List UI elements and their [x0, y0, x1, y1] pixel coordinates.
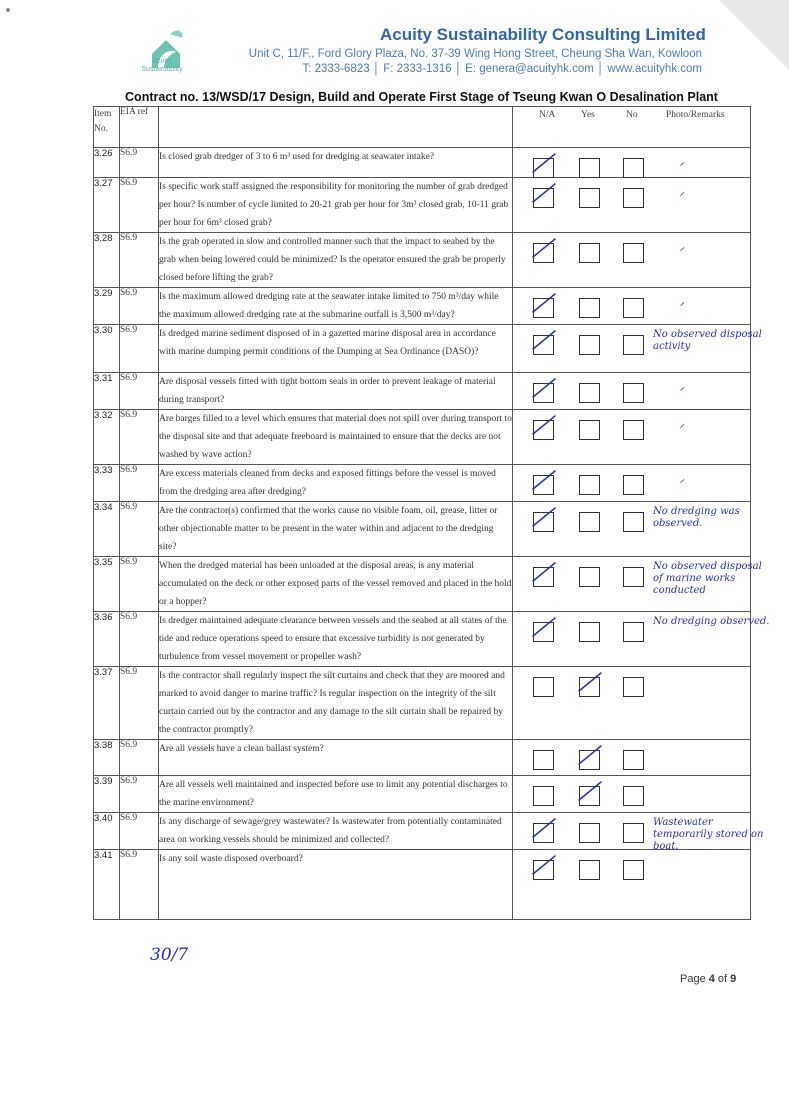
checkbox-yes[interactable] — [579, 823, 600, 843]
address-line: Unit C, 11/F., Ford Glory Plaza, No. 37-39 Wing Hong Street, Cheung Sha Wan, Kowloon — [248, 48, 702, 60]
item-number: 3.37 — [94, 667, 120, 740]
check-mark-icon — [531, 182, 561, 212]
checkbox-yes[interactable] — [579, 335, 600, 355]
item-number: 3.38 — [94, 740, 120, 776]
eia-ref: S6.9 — [120, 325, 159, 373]
checkbox-yes[interactable] — [579, 475, 600, 495]
question-text: Are barges filled to a level which ensures that material does not spill over during transport to the disposal site and that adequate freeboard is maintained to ensure that the decks are not washed by wave action? — [159, 410, 513, 465]
checkbox-yes[interactable] — [579, 158, 600, 178]
question-text: Are excess materials cleaned from decks and exposed fittings before the vessel is moved from the dredging area after dredging? — [159, 465, 513, 502]
checkbox-no[interactable] — [623, 786, 644, 806]
item-number: 3.41 — [94, 850, 120, 920]
table-row — [94, 373, 751, 410]
checkbox-no[interactable] — [623, 750, 644, 770]
checkbox-na[interactable] — [533, 622, 554, 642]
company-name: Acuity Sustainability Consulting Limited — [380, 25, 706, 44]
checkbox-no[interactable] — [623, 383, 644, 403]
page-total: 9 — [730, 973, 737, 985]
check-mark-icon — [531, 616, 561, 646]
check-mark-icon — [531, 561, 561, 591]
table-row — [94, 740, 751, 776]
checkbox-no[interactable] — [623, 188, 644, 208]
table-row — [94, 612, 751, 667]
handwritten-date: 30/7 — [150, 945, 189, 965]
eia-ref: S6.9 — [120, 502, 159, 557]
question-text: Are all vessels have a clean ballast system? — [159, 740, 513, 776]
checkbox-na[interactable] — [533, 420, 554, 440]
answer-cell — [513, 502, 751, 557]
item-number: 3.32 — [94, 410, 120, 465]
page-middle: of — [714, 973, 731, 985]
header-remarks: Photo/Remarks — [666, 110, 725, 120]
checkbox-na[interactable] — [533, 298, 554, 318]
check-mark-icon — [531, 329, 561, 359]
checkbox-yes[interactable] — [579, 567, 600, 587]
item-number: 3.28 — [94, 233, 120, 288]
checkbox-no[interactable] — [623, 158, 644, 178]
checkbox-no[interactable] — [623, 823, 644, 843]
checklist-body — [94, 148, 770, 920]
checkbox-yes[interactable] — [579, 383, 600, 403]
eia-ref: S6.9 — [120, 667, 159, 740]
checkbox-na[interactable] — [533, 567, 554, 587]
answer-cell — [513, 612, 770, 667]
header-no: No — [626, 110, 638, 120]
checkbox-yes[interactable] — [579, 188, 600, 208]
table-row — [94, 178, 751, 233]
check-mark-icon — [577, 744, 607, 774]
handwritten-remark: No dredging was observed. — [653, 506, 740, 529]
checkbox-na[interactable] — [533, 786, 554, 806]
check-mark-icon — [531, 854, 561, 884]
item-number: 3.36 — [94, 612, 120, 667]
page-number — [680, 973, 736, 985]
company-address — [238, 47, 702, 77]
handwritten-tick: ᐟ — [680, 385, 685, 398]
eia-ref: S6.9 — [120, 410, 159, 465]
checkbox-no[interactable] — [623, 860, 644, 880]
table-row — [94, 813, 751, 850]
checkbox-na[interactable] — [533, 335, 554, 355]
table-row — [94, 410, 751, 465]
eia-ref: S6.9 — [120, 612, 159, 667]
checkbox-yes[interactable] — [579, 750, 600, 770]
eia-ref: S6.9 — [120, 288, 159, 325]
question-text: Is the contractor shall regularly inspect the silt curtains and check that they are moored and marked to avoid danger to marine traffic? Is regular inspection on the integrity of the silt curtain carried out by the contractor and any damage to the silt curtain shall be repaired by the contractor promptly? — [159, 667, 513, 740]
checkbox-na[interactable] — [533, 860, 554, 880]
question-text: Is the grab operated in slow and controlled manner such that the impact to seabed by the grab when being lowered could be minimized? Is the operator ensured the grab be properly closed before lifting the grab? — [159, 233, 513, 288]
eia-ref: S6.9 — [120, 813, 159, 850]
checklist-table — [93, 106, 770, 920]
checkbox-na[interactable] — [533, 475, 554, 495]
answer-cell — [513, 325, 762, 373]
checkbox-no[interactable] — [623, 512, 644, 532]
check-mark-icon — [531, 237, 561, 267]
header-item: Item No. — [94, 107, 120, 148]
question-text: Are disposal vessels fitted with tight bottom seals in order to prevent leakage of material during transport? — [159, 373, 513, 410]
page-prefix: Page — [680, 973, 709, 985]
eia-ref: S6.9 — [120, 740, 159, 776]
eia-ref: S6.9 — [120, 373, 159, 410]
item-number: 3.29 — [94, 288, 120, 325]
item-number: 3.33 — [94, 465, 120, 502]
handwritten-tick: ᐟ — [680, 422, 685, 435]
check-mark-icon — [577, 671, 607, 701]
check-mark-icon — [531, 817, 561, 847]
checkbox-yes[interactable] — [579, 298, 600, 318]
answer-cell — [513, 557, 762, 612]
logo-text: Acuity Sustainability — [141, 58, 183, 73]
checkbox-no[interactable] — [623, 298, 644, 318]
item-number: 3.34 — [94, 502, 120, 557]
eia-ref: S6.9 — [120, 850, 159, 920]
checkbox-no[interactable] — [623, 622, 644, 642]
table-row — [94, 233, 751, 288]
question-text: Are all vessels well maintained and inspected before use to limit any potential discharges to the marine environment? — [159, 776, 513, 813]
question-text: Is dredger maintained adequate clearance between vessels and the seabed at all states of the tide and reduce operations speed to ensure that excessive turbidity is not generated by turbulence from vessel movement or propeller wash? — [159, 612, 513, 667]
question-text: Is the maximum allowed dredging rate at the seawater intake limited to 750 m³/day while the maximum allowed dredging rate at the submarine outfall is 3,500 m³/day? — [159, 288, 513, 325]
answer-cell — [513, 850, 751, 920]
handwritten-remark: No observed disposal activity — [653, 329, 762, 352]
item-number: 3.40 — [94, 813, 120, 850]
question-text: Is any soil waste disposed overboard? — [159, 850, 513, 920]
contract-title: Contract no. 13/WSD/17 Design, Build and Operate First Stage of Tseung Kwan O Desalination Plant — [125, 90, 718, 104]
item-number: 3.31 — [94, 373, 120, 410]
eia-ref: S6.9 — [120, 233, 159, 288]
table-row — [94, 325, 751, 373]
answer-cell — [513, 233, 751, 288]
answer-cell — [513, 178, 751, 233]
handwritten-tick: ᐟ — [680, 300, 685, 313]
table-row — [94, 776, 751, 813]
eia-ref: S6.9 — [120, 776, 159, 813]
checkbox-yes[interactable] — [579, 243, 600, 263]
checkbox-yes[interactable] — [579, 622, 600, 642]
table-row — [94, 502, 751, 557]
answer-cell — [513, 288, 751, 325]
item-number: 3.26 — [94, 148, 120, 178]
item-number: 3.30 — [94, 325, 120, 373]
question-text: Are the contractor(s) confirmed that the works cause no visible foam, oil, grease, litter or other objectionable matter to be present in the water within and adjacent to the dredging site? — [159, 502, 513, 557]
checkbox-no[interactable] — [623, 677, 644, 697]
checkbox-na[interactable] — [533, 158, 554, 178]
contact-line: T: 2333-6823 │ F: 2333-1316 │ E: genera@acuityhk.com │ www.acuityhk.com — [302, 63, 702, 75]
answer-cell — [513, 776, 751, 813]
header-na: N/A — [539, 110, 556, 120]
checkbox-na[interactable] — [533, 823, 554, 843]
item-number: 3.35 — [94, 557, 120, 612]
header-options — [513, 107, 751, 148]
table-row — [94, 288, 751, 325]
answer-cell — [513, 410, 751, 465]
header-question — [159, 107, 513, 148]
question-text: Is any discharge of sewage/grey wastewater? Is wastewater from potentially contaminated area on working vessels should be minimized and collected? — [159, 813, 513, 850]
answer-cell — [513, 740, 751, 776]
scan-speck — [6, 8, 10, 12]
eia-ref: S6.9 — [120, 465, 159, 502]
table-row — [94, 667, 751, 740]
answer-cell — [513, 667, 751, 740]
check-mark-icon — [577, 780, 607, 810]
header-yes: Yes — [581, 110, 595, 120]
checkbox-no[interactable] — [623, 567, 644, 587]
check-mark-icon — [531, 469, 561, 499]
handwritten-tick: ᐟ — [680, 160, 685, 173]
handwritten-tick: ᐟ — [680, 245, 685, 258]
checkbox-yes[interactable] — [579, 420, 600, 440]
table-row — [94, 850, 751, 920]
check-mark-icon — [531, 506, 561, 536]
table-row — [94, 465, 751, 502]
answer-cell — [513, 373, 751, 410]
table-row — [94, 148, 751, 178]
item-number: 3.39 — [94, 776, 120, 813]
check-mark-icon — [531, 377, 561, 407]
handwritten-tick: ᐟ — [680, 190, 685, 203]
header-eia: EIA ref — [120, 107, 159, 148]
checkbox-no[interactable] — [623, 243, 644, 263]
checkbox-na[interactable] — [533, 243, 554, 263]
checkbox-na[interactable] — [533, 677, 554, 697]
answer-cell — [513, 148, 751, 178]
checkbox-na[interactable] — [533, 512, 554, 532]
checkbox-yes[interactable] — [579, 786, 600, 806]
page-fold-corner — [719, 0, 789, 70]
page-current: 4 — [708, 973, 715, 985]
check-mark-icon — [531, 414, 561, 444]
handwritten-remark: Wastewater temporarily stored on boat. — [653, 817, 764, 852]
checkbox-no[interactable] — [623, 475, 644, 495]
table-row — [94, 557, 751, 612]
question-text: When the dredged material has been unloaded at the disposal areas, is any material accumulated on the deck or other exposed parts of the vessel removed and placed in the hold or a hopper? — [159, 557, 513, 612]
answer-cell — [513, 465, 751, 502]
table-header-row — [94, 107, 751, 148]
handwritten-tick: ᐟ — [680, 477, 685, 490]
question-text: Is specific work staff assigned the responsibility for monitoring the number of grab dredged per hour? Is number of cycle limited to 20-21 grab per hour for 3m³ closed grab, 10-11 grab per hour for 6m³ closed grab? — [159, 178, 513, 233]
handwritten-remark: No observed disposal of marine works conducted — [653, 561, 762, 596]
checkbox-na[interactable] — [533, 750, 554, 770]
handwritten-remark: No dredging observed. — [653, 616, 770, 627]
checkbox-yes[interactable] — [579, 512, 600, 532]
checkbox-yes[interactable] — [579, 677, 600, 697]
check-mark-icon — [531, 292, 561, 322]
item-number: 3.27 — [94, 178, 120, 233]
checkbox-yes[interactable] — [579, 860, 600, 880]
question-text: Is dredged marine sediment disposed of in a gazetted marine disposal area in accordance with marine dumping permit conditions of the Dumping at Sea Ordinance (DASO)? — [159, 325, 513, 373]
eia-ref: S6.9 — [120, 148, 159, 178]
answer-cell — [513, 813, 764, 852]
question-text: Is closed grab dredger of 3 to 6 m³ used for dredging at seawater intake? — [159, 148, 513, 178]
checkbox-na[interactable] — [533, 188, 554, 208]
checkbox-na[interactable] — [533, 383, 554, 403]
eia-ref: S6.9 — [120, 178, 159, 233]
eia-ref: S6.9 — [120, 557, 159, 612]
checkbox-no[interactable] — [623, 420, 644, 440]
checkbox-no[interactable] — [623, 335, 644, 355]
